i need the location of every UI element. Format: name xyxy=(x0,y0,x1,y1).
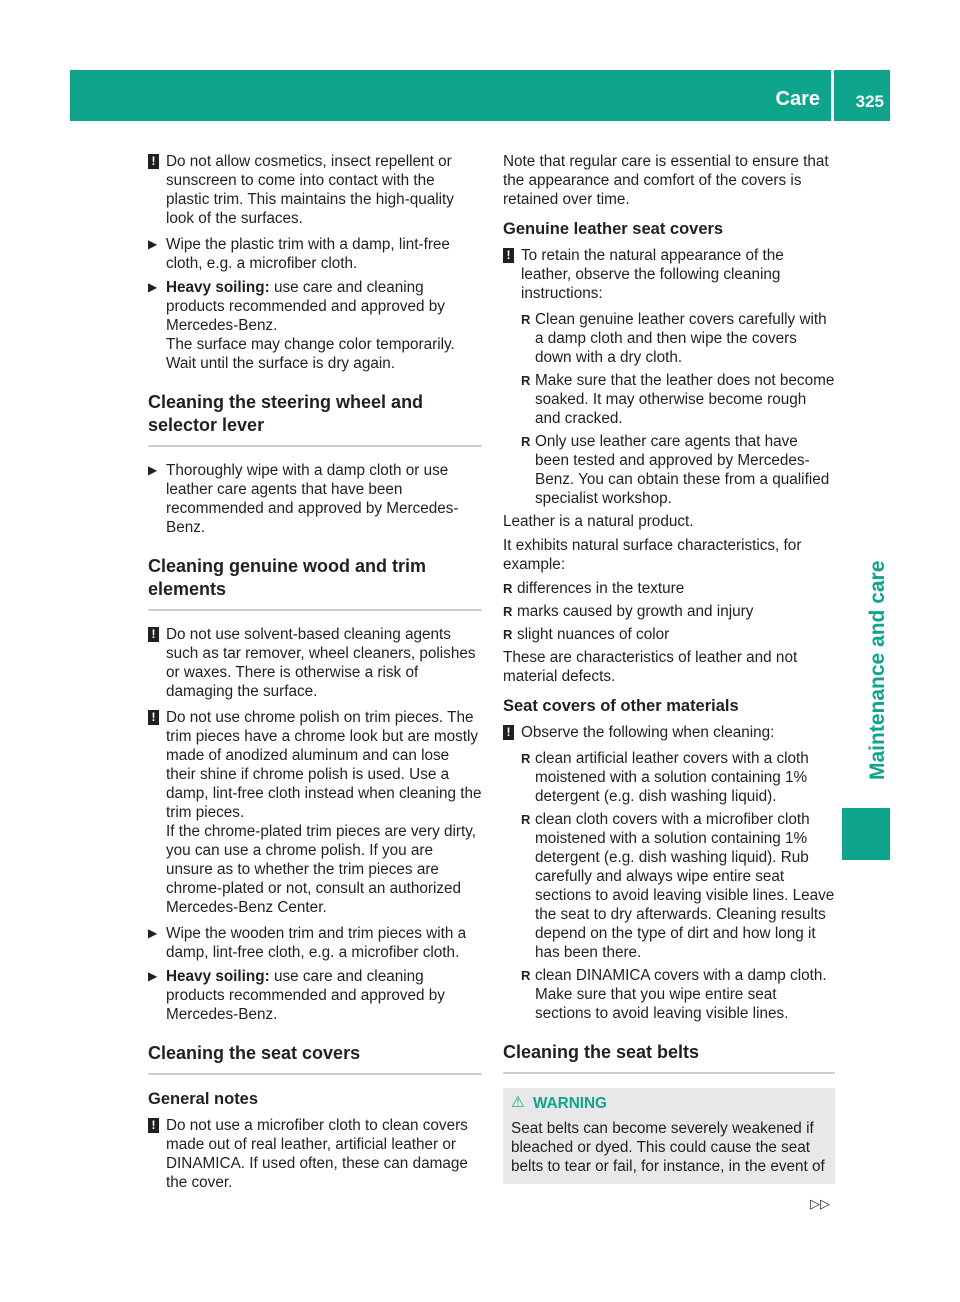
page-number: 325 xyxy=(855,92,884,111)
exclamation-icon: ! xyxy=(503,725,514,740)
paragraph: It exhibits natural surface characteristics, for example: xyxy=(503,537,802,573)
list-item: R clean artificial leather covers with a cloth moistened with a solution containing 1% detergent (e.g. dish washing liquid). xyxy=(521,750,809,805)
list-item: R differences in the texture xyxy=(503,580,685,597)
arrow-icon: ▶ xyxy=(148,280,158,294)
caution-note: ! Do not use chrome polish on trim pieces. The trim pieces have a chrome look but are mostly made of anodized aluminum and can lose their shine if chrome polish is used. Use a damp, lint-free cloth instead when cleaning the trim pieces. If the chrome-plated trim pieces are very dirty, you can use a chrome polish. If you are unsure as to whether the trim pieces are chrome-plated or not, consult an authorized Mercedes-Benz Center. xyxy=(148,708,482,917)
warning-text: Seat belts can become severely weakened if bleached or dyed. This could cause the seat belts to tear or fail, for instance, in the event of xyxy=(511,1120,825,1175)
left-column xyxy=(148,152,482,1199)
list-item: R Only use leather care agents that have been tested and approved by Mercedes-Benz. You can obtain these from a qualified specialist workshop. xyxy=(521,433,830,507)
continue-marker-icon: ▷▷ xyxy=(810,1196,830,1211)
bullet-icon: R xyxy=(521,373,531,388)
arrow-icon: ▶ xyxy=(148,926,158,940)
list-item: R Make sure that the leather does not become soaked. It may otherwise become rough and cracked. xyxy=(521,372,835,427)
bullet-icon: R xyxy=(521,812,531,827)
warning-box xyxy=(503,1088,835,1184)
list-item: R marks caused by growth and injury xyxy=(503,603,754,620)
section-title: Care xyxy=(775,88,820,110)
heading-leather-covers: Genuine leather seat covers xyxy=(503,220,724,238)
paragraph: Leather is a natural product. xyxy=(503,513,694,530)
caution-note: ! To retain the natural appearance of the leather, observe the following cleaning instructions: xyxy=(503,246,835,303)
heading-general-notes: General notes xyxy=(148,1090,259,1108)
caution-note: ! Observe the following when cleaning: xyxy=(503,723,835,742)
bullet-icon: R xyxy=(521,312,531,327)
bullet-icon: R xyxy=(521,434,531,449)
exclamation-icon: ! xyxy=(148,627,159,642)
heading-seat-covers: Cleaning the seat covers xyxy=(148,1042,482,1075)
chapter-tab-label: Maintenance and care xyxy=(866,560,889,780)
bullet-icon: R xyxy=(503,581,513,596)
caution-note: ! Do not use solvent-based cleaning agents such as tar remover, wheel cleaners, polishes or waxes. There is otherwise a risk of damaging the surface. xyxy=(148,625,482,701)
arrow-icon: ▶ xyxy=(148,237,158,251)
instruction-step: ▶ Wipe the plastic trim with a damp, lint-free cloth, e.g. a microfiber cloth. xyxy=(148,236,450,272)
caution-note: ! Do not allow cosmetics, insect repellent or sunscreen to come into contact with the plastic trim. This maintains the high-quality look of the surfaces. xyxy=(148,152,482,228)
instruction-step: ▶ Heavy soiling: use care and cleaning products recommended and approved by Mercedes-Benz. xyxy=(148,968,445,1023)
caution-note: ! Do not use a microfiber cloth to clean covers made out of real leather, artificial leather or DINAMICA. If used often, these can damage the cover. xyxy=(148,1116,482,1192)
list-item: R slight nuances of color xyxy=(503,626,670,643)
bullet-icon: R xyxy=(503,627,513,642)
heading-seat-belts: Cleaning the seat belts xyxy=(503,1041,835,1074)
bullet-icon: R xyxy=(503,604,513,619)
exclamation-icon: ! xyxy=(148,710,159,725)
arrow-icon: ▶ xyxy=(148,969,158,983)
header-divider xyxy=(831,70,834,121)
warning-triangle-icon: ⚠ xyxy=(511,1094,525,1111)
bullet-icon: R xyxy=(521,968,531,983)
list-item: R clean DINAMICA covers with a damp cloth. Make sure that you wipe entire seat sections to avoid leaving visible lines. xyxy=(521,967,827,1022)
heading-steering-wheel: Cleaning the steering wheel and selector lever xyxy=(148,391,482,447)
instruction-step: ▶ Wipe the wooden trim and trim pieces with a damp, lint-free cloth, e.g. a microfiber cloth. xyxy=(148,925,467,961)
heading-wood-trim: Cleaning genuine wood and trim elements xyxy=(148,555,482,611)
paragraph: These are characteristics of leather and not material defects. xyxy=(503,649,798,685)
warning-title: ⚠ WARNING xyxy=(511,1094,607,1112)
exclamation-icon: ! xyxy=(503,248,514,263)
paragraph: Note that regular care is essential to ensure that the appearance and comfort of the covers is retained over time. xyxy=(503,153,829,208)
instruction-step: ▶ Heavy soiling: use care and cleaning products recommended and approved by Mercedes-Benz. The surface may change color temporarily. Wait until the surface is dry again. xyxy=(148,279,455,372)
arrow-icon: ▶ xyxy=(148,463,158,477)
exclamation-icon: ! xyxy=(148,1118,159,1133)
right-column xyxy=(503,152,835,1184)
heading-other-materials: Seat covers of other materials xyxy=(503,697,739,715)
bullet-icon: R xyxy=(521,751,531,766)
header-bar xyxy=(70,70,890,121)
exclamation-icon: ! xyxy=(148,154,159,169)
chapter-tab-marker xyxy=(842,808,890,860)
list-item: R clean cloth covers with a microfiber cloth moistened with a solution containing 1% detergent (e.g. dish washing liquid). Rub carefully and always wipe entire seat sections to avoid leaving visible lines. Leave the seat to dry afterwards. Cleaning results depend on the type of dirt and how long it has been there. xyxy=(521,811,835,961)
instruction-step: ▶ Thoroughly wipe with a damp cloth or use leather care agents that have been recommended and approved by Mercedes-Benz. xyxy=(148,462,459,536)
list-item: R Clean genuine leather covers carefully with a damp cloth and then wipe the covers down with a dry cloth. xyxy=(521,311,827,366)
